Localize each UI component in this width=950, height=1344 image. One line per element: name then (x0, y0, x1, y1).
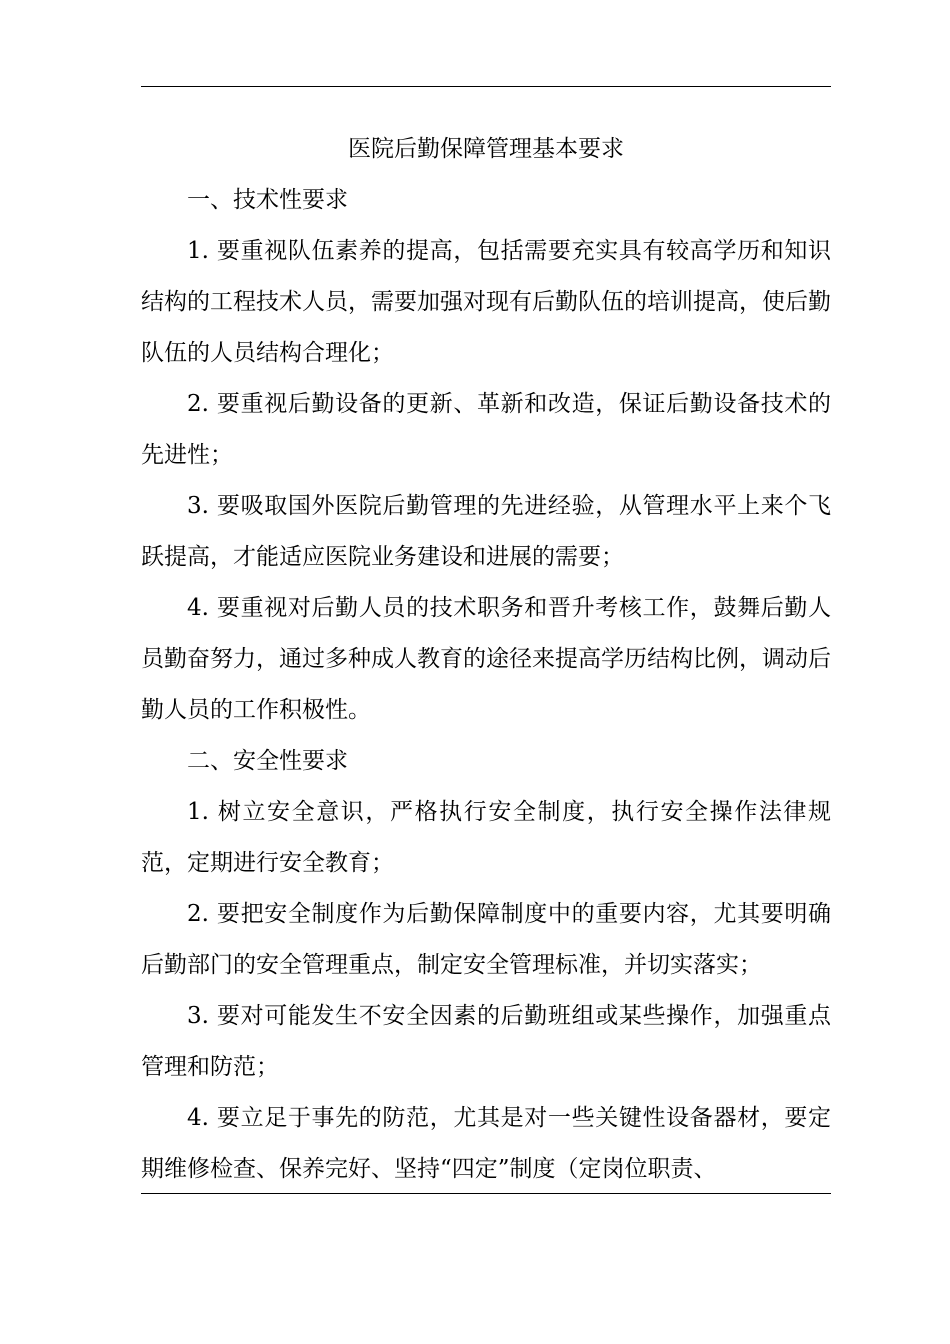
list-item (141, 889, 831, 991)
section-heading-technical: 一、技术性要求 (187, 187, 348, 213)
item-text: 要重视后勤设备的更新、革新和改造，保证后勤设备技术的先进性； (141, 391, 832, 468)
item-text: 要把安全制度作为后勤保障制度中的重要内容，尤其要明确后勤部门的安全管理重点，制定安全管理标准，并切实落实； (141, 901, 832, 978)
list-item (141, 991, 831, 1093)
item-text: 树立安全意识，严格执行安全制度，执行安全操作法律规范，定期进行安全教育； (141, 799, 832, 876)
list-item (141, 787, 831, 889)
item-number: 4. (187, 1105, 209, 1131)
list-item (141, 481, 831, 583)
list-item (141, 226, 831, 379)
item-text: 要重视对后勤人员的技术职务和晋升考核工作，鼓舞后勤人员勤奋努力，通过多种成人教育的途径来提高学历结构比例，调动后勤人员的工作积极性。 (141, 595, 832, 723)
item-number: 2. (187, 901, 209, 927)
section-heading-safety: 二、安全性要求 (187, 748, 348, 774)
document-title: 医院后勤保障管理基本要求 (348, 136, 624, 162)
item-text: 要立足于事先的防范，尤其是对一些关键性设备器材，要定期维修检查、保养完好、坚持“四定”制度（定岗位职责、 (141, 1105, 832, 1182)
item-text: 要吸取国外医院后勤管理的先进经验，从管理水平上来个飞跃提高，才能适应医院业务建设和进展的需要； (141, 493, 832, 570)
item-number: 1. (187, 238, 209, 264)
item-number: 2. (187, 391, 209, 417)
item-text: 要重视队伍素养的提高，包括需要充实具有较高学历和知识结构的工程技术人员，需要加强对现有后勤队伍的培训提高，使后勤队伍的人员结构合理化； (141, 238, 832, 366)
footer-rule (141, 1193, 831, 1194)
item-number: 4. (187, 595, 209, 621)
header-rule (141, 86, 831, 87)
item-text: 要对可能发生不安全因素的后勤班组或某些操作，加强重点管理和防范； (141, 1003, 832, 1080)
list-item (141, 1093, 831, 1195)
document-body (141, 124, 831, 1195)
list-item (141, 379, 831, 481)
item-number: 3. (187, 493, 209, 519)
item-number: 1. (187, 799, 209, 825)
item-number: 3. (187, 1003, 209, 1029)
list-item (141, 583, 831, 736)
